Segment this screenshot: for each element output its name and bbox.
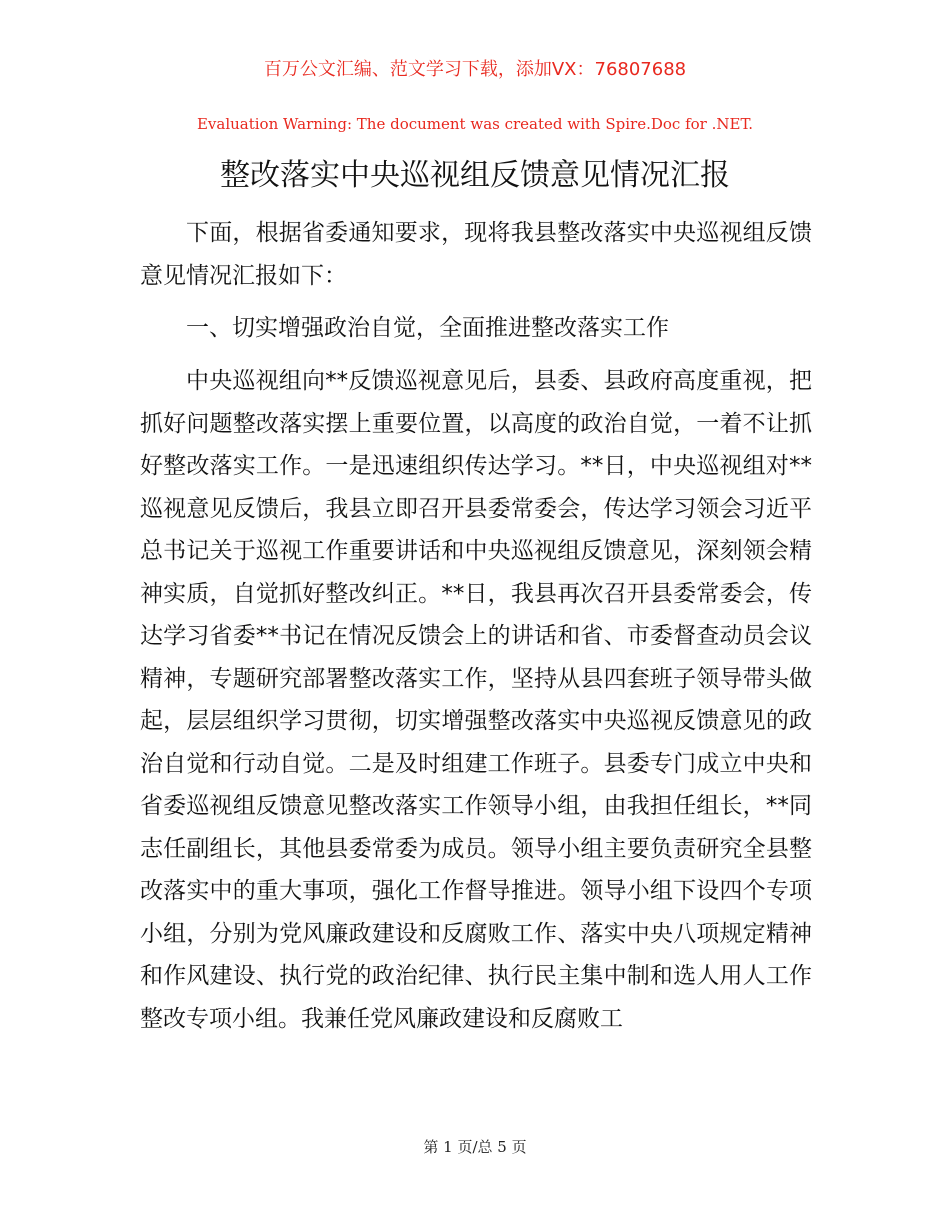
section-heading: 一、切实增强政治自觉，全面推进整改落实工作 — [186, 315, 669, 341]
paragraph-body: 中央巡视组向**反馈巡视意见后，县委、县政府高度重视，把抓好问题整改落实摆上重要位置，以高度的政治自觉，一着不让抓好整改落实工作。一是迅速组织传达学习。**日，中央巡视组对**巡视意见反馈后，我县立即召开县委常委会，传达学习领会习近平总书记关于巡视工作重要讲话和中央巡视组反馈意见，深刻领会精神实质，自觉抓好整改纠正。**日，我县再次召开县委常委会，传达学习省委**书记在情况反馈会上的讲话和省、市委督查动员会议精神，专题研究部署整改落实工作，坚持从县四套班子领导带头做起，层层组织学习贯彻，切实增强整改落实中央巡视反馈意见的政治自觉和行动自觉。二是及时组建工作班子。县委专门成立中央和省委巡视组反馈意见整改落实工作领导小组，由我担任组长，**同志任副组长，其他县委常委为成员。领导小组主要负责研究全县整改落实中的重大事项，强化工作督导推进。领导小组下设四个专项小组，分别为党风廉政建设和反腐败工作、落实中央八项规定精神和作风建设、执行党的政治纪律、执行民主集中制和选人用人工作整改专项小组。我兼任党风廉政建设和反腐败工 — [140, 368, 812, 1032]
paragraph-intro: 下面，根据省委通知要求，现将我县整改落实中央巡视组反馈意见情况汇报如下： — [140, 220, 812, 289]
evaluation-warning: Evaluation Warning: The document was created with Spire.Doc for .NET. — [196, 115, 754, 133]
page-number: 第 1 页/总 5 页 — [423, 1138, 527, 1156]
document-title: 整改落实中央巡视组反馈意见情况汇报 — [220, 158, 730, 193]
header-ad-text: 百万公文汇编、范文学习下载，添加VX：76807688 — [263, 59, 687, 80]
